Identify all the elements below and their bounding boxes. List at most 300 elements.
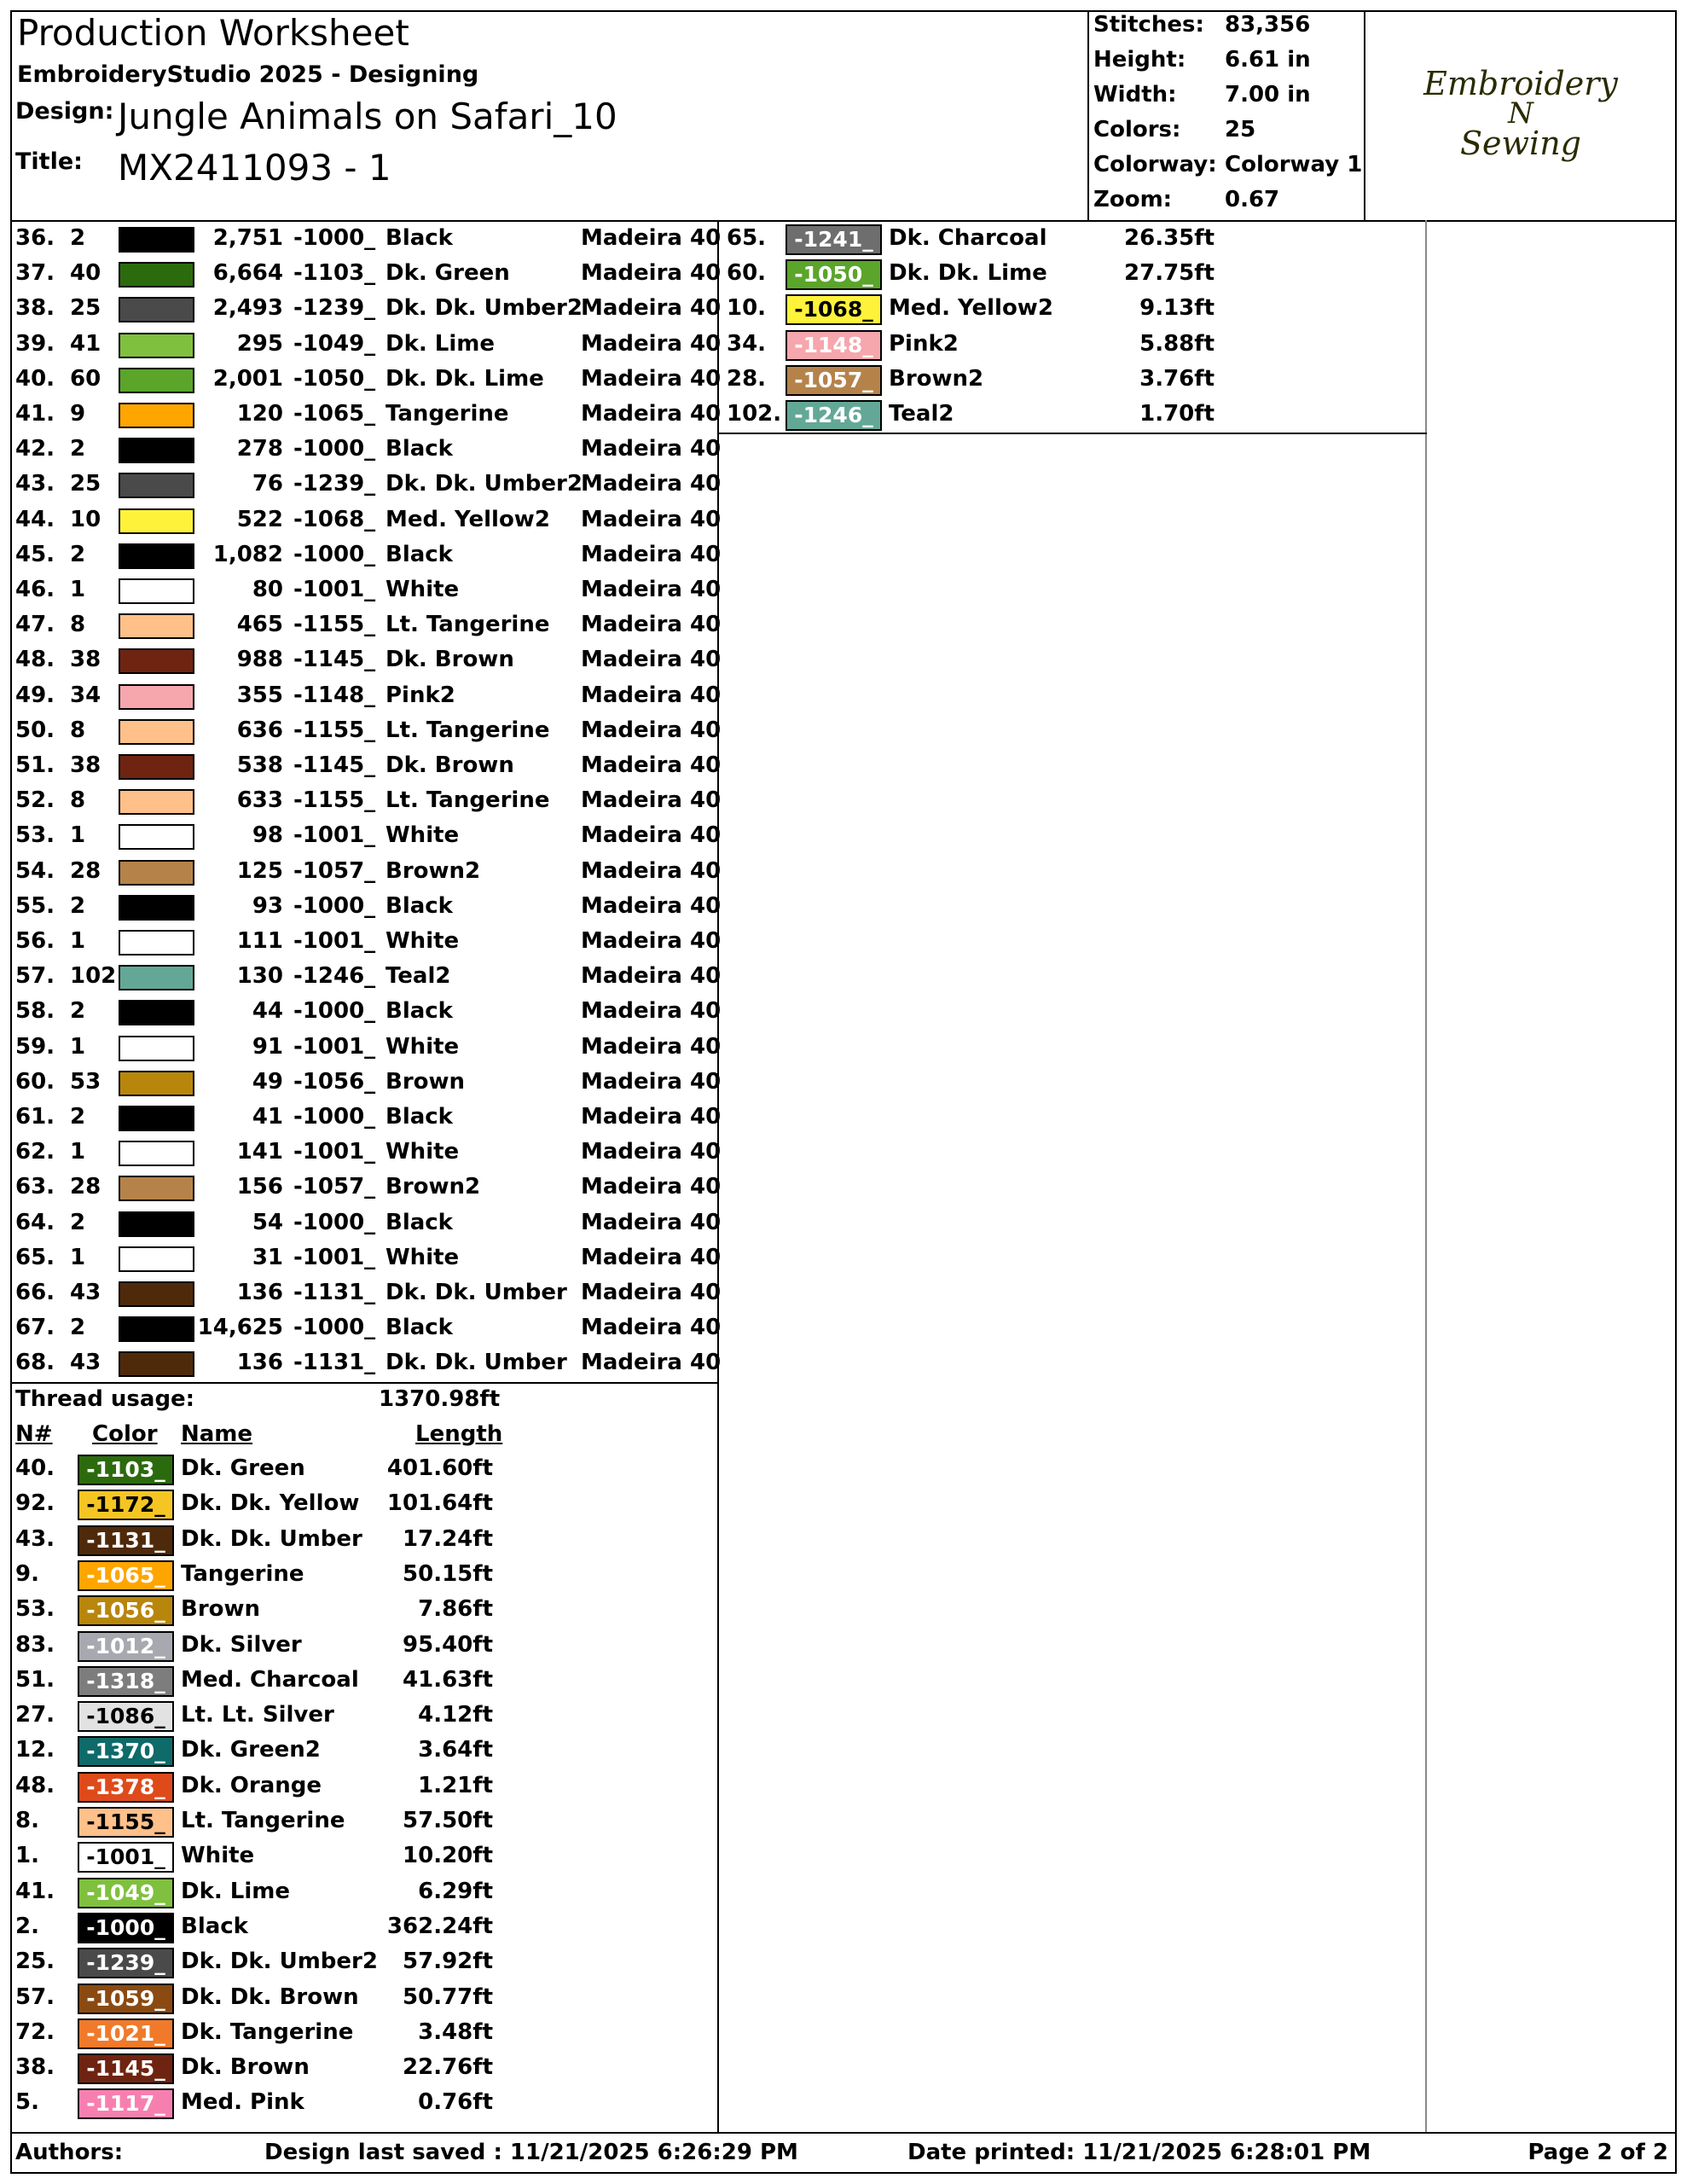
- stop-color-swatch: [119, 1246, 194, 1272]
- stop-color-swatch: [119, 473, 194, 498]
- stop-sequence: 42.: [15, 436, 55, 462]
- stop-thread-code: -1131_: [293, 1280, 376, 1305]
- usage-length: 1.70ft: [1139, 401, 1215, 427]
- stop-color-name: Dk. Dk. Umber2: [386, 295, 583, 322]
- stop-color-name: White: [386, 928, 460, 954]
- stop-thread-brand: Madeira 40: [581, 365, 722, 392]
- stop-thread-brand: Madeira 40: [581, 857, 722, 884]
- usage-color-chip: -1012_: [78, 1631, 174, 1662]
- stop-sequence: 48.: [15, 647, 55, 673]
- stop-thread-brand: Madeira 40: [581, 1280, 722, 1305]
- stop-sequence: 63.: [15, 1174, 55, 1200]
- stop-thread-number: 9: [70, 401, 86, 427]
- usage-color-chip: -1145_: [78, 2053, 174, 2084]
- stop-color-swatch: [119, 1176, 194, 1201]
- stop-stitch-count: 98: [252, 822, 283, 849]
- stop-color-swatch: [119, 860, 194, 886]
- stop-thread-brand: Madeira 40: [581, 682, 722, 708]
- usage-color-name: White: [181, 1843, 255, 1869]
- usage-length: 5.88ft: [1139, 330, 1215, 357]
- usage-thread-number: 48.: [15, 1772, 55, 1798]
- stop-stitch-count: 988: [236, 647, 283, 673]
- stop-color-name: Black: [386, 998, 453, 1025]
- stop-thread-number: 1: [70, 822, 86, 849]
- stop-thread-code: -1001_: [293, 822, 376, 849]
- usage-thread-number: 38.: [15, 2054, 55, 2081]
- stop-thread-number: 28: [70, 1174, 101, 1200]
- stop-sequence: 37.: [15, 260, 55, 287]
- stop-sequence: 68.: [15, 1350, 55, 1376]
- usage-length: 101.64ft: [386, 1490, 493, 1517]
- stop-thread-code: -1000_: [293, 1209, 376, 1235]
- stop-sequence: 51.: [15, 752, 55, 778]
- stop-color-name: White: [386, 1139, 460, 1165]
- stop-stitch-count: 80: [252, 577, 283, 602]
- stop-color-name: Dk. Brown: [386, 752, 514, 778]
- stop-color-swatch: [119, 789, 194, 815]
- stop-thread-number: 2: [70, 1104, 86, 1130]
- usage-color-name: Pink2: [889, 330, 959, 357]
- stop-color-swatch: [119, 1351, 194, 1377]
- usage-color-chip: -1172_: [78, 1490, 174, 1520]
- stop-thread-code: -1239_: [293, 471, 376, 497]
- stop-color-name: Lt. Tangerine: [386, 612, 550, 638]
- stop-thread-brand: Madeira 40: [581, 295, 722, 322]
- stat-value: 6.61 in: [1225, 47, 1311, 73]
- stop-color-swatch: [119, 930, 194, 956]
- stop-thread-number: 25: [70, 471, 101, 497]
- stop-color-swatch: [119, 895, 194, 921]
- usage-length: 57.92ft: [403, 1949, 493, 1975]
- design-label: Design:: [15, 98, 114, 125]
- stop-color-name: Dk. Dk. Umber: [386, 1280, 567, 1305]
- authors-label: Authors:: [15, 2140, 124, 2165]
- stop-color-name: Teal2: [386, 963, 451, 990]
- stop-thread-code: -1103_: [293, 260, 376, 287]
- stop-color-swatch: [119, 1071, 194, 1096]
- stop-color-name: Black: [386, 436, 453, 462]
- usage-color-chip: -1103_: [78, 1455, 174, 1485]
- stop-thread-number: 1: [70, 1033, 86, 1060]
- stop-thread-number: 2: [70, 1209, 86, 1235]
- stop-thread-code: -1001_: [293, 577, 376, 602]
- stop-color-name: Med. Yellow2: [386, 506, 550, 532]
- usage-thread-number: 72.: [15, 2018, 55, 2045]
- usage-length: 0.76ft: [418, 2089, 493, 2116]
- stop-thread-number: 53: [70, 1068, 101, 1095]
- stop-thread-brand: Madeira 40: [581, 1209, 722, 1235]
- stop-stitch-count: 636: [236, 717, 283, 743]
- stop-color-swatch: [119, 648, 194, 674]
- stop-stitch-count: 76: [252, 471, 283, 497]
- stop-thread-code: -1000_: [293, 541, 376, 567]
- stop-thread-number: 1: [70, 1244, 86, 1270]
- date-printed: Date printed: 11/21/2025 6:28:01 PM: [907, 2140, 1371, 2165]
- usage-thread-number: 25.: [15, 1949, 55, 1975]
- stop-thread-number: 1: [70, 577, 86, 602]
- stop-thread-brand: Madeira 40: [581, 1315, 722, 1341]
- stop-thread-code: -1050_: [293, 365, 376, 392]
- stop-color-name: Lt. Tangerine: [386, 787, 550, 814]
- stop-thread-brand: Madeira 40: [581, 928, 722, 954]
- stop-stitch-count: 136: [236, 1280, 283, 1305]
- stop-thread-brand: Madeira 40: [581, 1104, 722, 1130]
- stop-color-swatch: [119, 1106, 194, 1131]
- usage-header-length: Length: [415, 1421, 503, 1447]
- stop-thread-brand: Madeira 40: [581, 225, 722, 251]
- stop-color-name: Dk. Dk. Lime: [386, 365, 544, 392]
- stop-color-name: Brown: [386, 1068, 466, 1095]
- usage-color-name: Med. Pink: [181, 2089, 304, 2116]
- usage-color-chip: -1001_: [78, 1842, 174, 1873]
- stop-thread-number: 40: [70, 260, 101, 287]
- stop-thread-number: 8: [70, 612, 86, 638]
- stop-sequence: 40.: [15, 365, 55, 392]
- software-subtitle: EmbroideryStudio 2025 - Designing: [17, 61, 479, 88]
- usage-length: 41.63ft: [403, 1666, 493, 1693]
- stop-color-name: Pink2: [386, 682, 455, 708]
- stop-color-swatch: [119, 1281, 194, 1307]
- stop-color-swatch: [119, 684, 194, 710]
- stat-label: Zoom:: [1093, 187, 1173, 212]
- stop-sequence: 59.: [15, 1033, 55, 1060]
- usage-color-name: Dk. Silver: [181, 1631, 302, 1658]
- stop-sequence: 65.: [15, 1244, 55, 1270]
- stop-thread-code: -1000_: [293, 892, 376, 919]
- stop-sequence: 55.: [15, 892, 55, 919]
- stop-thread-code: -1000_: [293, 436, 376, 462]
- stop-thread-brand: Madeira 40: [581, 401, 722, 427]
- stat-value: Colorway 1: [1225, 152, 1363, 177]
- stop-thread-number: 1: [70, 1139, 86, 1165]
- stop-sequence: 43.: [15, 471, 55, 497]
- usage-color-chip: -1049_: [78, 1878, 174, 1908]
- stop-sequence: 45.: [15, 541, 55, 567]
- stop-color-swatch: [119, 368, 194, 393]
- stop-sequence: 66.: [15, 1280, 55, 1305]
- usage-header-n: N#: [15, 1421, 53, 1447]
- stat-label: Height:: [1093, 47, 1186, 73]
- stop-color-name: Black: [386, 892, 453, 919]
- usage-length: 17.24ft: [403, 1525, 493, 1552]
- usage-thread-number: 10.: [727, 295, 767, 322]
- usage-color-name: Black: [181, 1913, 248, 1939]
- stop-thread-brand: Madeira 40: [581, 541, 722, 567]
- page-number: Page 2 of 2: [1528, 2140, 1668, 2165]
- stop-thread-number: 2: [70, 436, 86, 462]
- usage-color-chip: -1086_: [78, 1701, 174, 1732]
- usage-length: 57.50ft: [403, 1808, 493, 1833]
- usage-length: 362.24ft: [386, 1913, 493, 1939]
- stop-sequence: 54.: [15, 857, 55, 884]
- stop-stitch-count: 633: [236, 787, 283, 814]
- usage-thread-number: 53.: [15, 1596, 55, 1623]
- usage-length: 50.15ft: [403, 1560, 493, 1587]
- usage-thread-number: 83.: [15, 1631, 55, 1658]
- stop-sequence: 46.: [15, 577, 55, 602]
- stop-thread-code: -1068_: [293, 506, 376, 532]
- usage-color-name: Teal2: [889, 401, 954, 427]
- stop-stitch-count: 120: [236, 401, 283, 427]
- usage-color-name: Lt. Lt. Silver: [181, 1702, 334, 1728]
- stop-thread-code: -1001_: [293, 1139, 376, 1165]
- usage-color-name: Dk. Green2: [181, 1737, 321, 1763]
- stop-thread-code: -1155_: [293, 787, 376, 814]
- stop-color-name: Brown2: [386, 857, 481, 884]
- stop-thread-number: 102: [70, 963, 117, 990]
- stop-sequence: 41.: [15, 401, 55, 427]
- stop-thread-code: -1239_: [293, 295, 376, 322]
- stop-thread-number: 2: [70, 1315, 86, 1341]
- stop-sequence: 44.: [15, 506, 55, 532]
- usage-color-name: Dk. Dk. Lime: [889, 260, 1047, 287]
- stop-color-swatch: [119, 578, 194, 604]
- usage-color-name: Dk. Orange: [181, 1772, 322, 1798]
- stop-thread-brand: Madeira 40: [581, 963, 722, 990]
- stop-stitch-count: 54: [252, 1209, 283, 1235]
- stop-stitch-count: 41: [252, 1104, 283, 1130]
- stop-color-name: Dk. Lime: [386, 330, 496, 357]
- usage-length: 4.12ft: [418, 1702, 493, 1728]
- usage-thread-number: 9.: [15, 1560, 39, 1587]
- usage-color-chip: -1059_: [78, 1984, 174, 2014]
- thread-usage-total: 1370.98ft: [379, 1386, 501, 1412]
- stop-sequence: 67.: [15, 1315, 55, 1341]
- stop-color-swatch: [119, 438, 194, 463]
- stop-thread-code: -1065_: [293, 401, 376, 427]
- usage-color-chip: -1246_: [786, 400, 882, 431]
- stop-thread-number: 34: [70, 682, 101, 708]
- usage-color-name: Dk. Brown: [181, 2054, 310, 2081]
- usage-color-chip: -1131_: [78, 1525, 174, 1556]
- usage-length: 3.48ft: [418, 2018, 493, 2045]
- usage-thread-number: 5.: [15, 2089, 39, 2116]
- stop-color-swatch: [119, 262, 194, 288]
- stop-stitch-count: 93: [252, 892, 283, 919]
- stat-label: Stitches:: [1093, 12, 1204, 38]
- stop-thread-brand: Madeira 40: [581, 330, 722, 357]
- stop-sequence: 62.: [15, 1139, 55, 1165]
- stop-thread-code: -1131_: [293, 1350, 376, 1376]
- stop-thread-brand: Madeira 40: [581, 1174, 722, 1200]
- usage-color-name: Dk. Dk. Umber2: [181, 1949, 378, 1975]
- stop-sequence: 60.: [15, 1068, 55, 1095]
- usage-thread-number: 102.: [727, 401, 782, 427]
- stop-thread-brand: Madeira 40: [581, 822, 722, 849]
- stop-thread-number: 38: [70, 647, 101, 673]
- stop-stitch-count: 1,082: [212, 541, 283, 567]
- last-saved: Design last saved : 11/21/2025 6:26:29 PM: [264, 2140, 798, 2165]
- usage-thread-number: 27.: [15, 1702, 55, 1728]
- stop-thread-code: -1155_: [293, 612, 376, 638]
- stop-sequence: 50.: [15, 717, 55, 743]
- stop-color-name: White: [386, 822, 460, 849]
- stop-thread-number: 2: [70, 225, 86, 251]
- stat-value: 0.67: [1225, 187, 1280, 212]
- usage-color-name: Brown: [181, 1596, 261, 1623]
- stop-stitch-count: 14,625: [197, 1315, 283, 1341]
- stop-stitch-count: 156: [236, 1174, 283, 1200]
- stop-sequence: 57.: [15, 963, 55, 990]
- stop-thread-number: 43: [70, 1280, 101, 1305]
- stop-stitch-count: 91: [252, 1033, 283, 1060]
- stop-thread-code: -1148_: [293, 682, 376, 708]
- stat-label: Colorway:: [1093, 152, 1217, 177]
- stop-thread-brand: Madeira 40: [581, 436, 722, 462]
- stop-thread-number: 2: [70, 892, 86, 919]
- usage-color-chip: -1155_: [78, 1807, 174, 1838]
- stop-sequence: 47.: [15, 612, 55, 638]
- usage-color-name: Dk. Tangerine: [181, 2018, 354, 2045]
- usage-color-name: Dk. Dk. Brown: [181, 1984, 359, 2010]
- usage-thread-number: 2.: [15, 1913, 39, 1939]
- stop-thread-brand: Madeira 40: [581, 1139, 722, 1165]
- usage-length: 7.86ft: [418, 1596, 493, 1623]
- stop-thread-code: -1000_: [293, 1104, 376, 1130]
- stop-color-name: White: [386, 1033, 460, 1060]
- stop-stitch-count: 49: [252, 1068, 283, 1095]
- stop-thread-code: -1001_: [293, 1244, 376, 1270]
- stop-color-name: Black: [386, 1209, 453, 1235]
- embroidery-n-sewing-logo: Embroidery N Sewing: [1423, 65, 1618, 162]
- stop-color-name: White: [386, 1244, 460, 1270]
- stop-color-name: Dk. Dk. Umber: [386, 1350, 567, 1376]
- stop-color-swatch: [119, 1036, 194, 1061]
- title-value: MX2411093 - 1: [118, 147, 391, 189]
- usage-color-name: Dk. Lime: [181, 1878, 291, 1904]
- stop-thread-code: -1049_: [293, 330, 376, 357]
- stop-thread-code: -1057_: [293, 1174, 376, 1200]
- usage-color-name: Brown2: [889, 365, 984, 392]
- stop-thread-code: -1000_: [293, 998, 376, 1025]
- usage-length: 26.35ft: [1124, 225, 1215, 251]
- usage-length: 50.77ft: [403, 1984, 493, 2010]
- stop-color-swatch: [119, 613, 194, 639]
- usage-thread-number: 57.: [15, 1984, 55, 2010]
- page-title: Production Worksheet: [17, 12, 409, 54]
- stop-thread-number: 10: [70, 506, 101, 532]
- stop-stitch-count: 44: [252, 998, 283, 1025]
- stop-thread-number: 43: [70, 1350, 101, 1376]
- usage-thread-number: 28.: [727, 365, 767, 392]
- stop-stitch-count: 522: [236, 506, 283, 532]
- stop-color-swatch: [119, 297, 194, 322]
- usage-thread-number: 43.: [15, 1525, 55, 1552]
- stop-color-name: White: [386, 577, 460, 602]
- stop-color-swatch: [119, 965, 194, 990]
- stop-thread-number: 2: [70, 541, 86, 567]
- stop-thread-brand: Madeira 40: [581, 1244, 722, 1270]
- stop-thread-brand: Madeira 40: [581, 1033, 722, 1060]
- usage-thread-number: 92.: [15, 1490, 55, 1517]
- usage-color-chip: -1378_: [78, 1772, 174, 1803]
- stop-stitch-count: 141: [236, 1139, 283, 1165]
- stop-thread-brand: Madeira 40: [581, 717, 722, 743]
- stop-color-name: Dk. Green: [386, 260, 510, 287]
- stop-stitch-count: 125: [236, 857, 283, 884]
- stop-thread-number: 28: [70, 857, 101, 884]
- usage-color-chip: -1068_: [786, 294, 882, 325]
- stop-color-swatch: [119, 1141, 194, 1166]
- usage-header-color: Color: [92, 1421, 158, 1447]
- stat-label: Width:: [1093, 82, 1177, 107]
- stop-color-name: Brown2: [386, 1174, 481, 1200]
- stop-thread-number: 25: [70, 295, 101, 322]
- stop-thread-brand: Madeira 40: [581, 506, 722, 532]
- stop-color-swatch: [119, 1316, 194, 1342]
- stop-stitch-count: 465: [236, 612, 283, 638]
- usage-color-chip: -1318_: [78, 1666, 174, 1697]
- usage-color-chip: -1057_: [786, 365, 882, 396]
- stop-thread-brand: Madeira 40: [581, 752, 722, 778]
- stop-thread-code: -1056_: [293, 1068, 376, 1095]
- usage-color-name: Dk. Dk. Umber: [181, 1525, 362, 1552]
- stop-sequence: 49.: [15, 682, 55, 708]
- stop-stitch-count: 2,751: [212, 225, 283, 251]
- stop-thread-code: -1145_: [293, 647, 376, 673]
- usage-header-name: Name: [181, 1421, 253, 1447]
- usage-thread-number: 1.: [15, 1843, 39, 1869]
- stop-stitch-count: 278: [236, 436, 283, 462]
- usage-color-chip: -1050_: [786, 259, 882, 290]
- usage-color-name: Med. Charcoal: [181, 1666, 359, 1693]
- stop-stitch-count: 111: [236, 928, 283, 954]
- usage-color-name: Tangerine: [181, 1560, 304, 1587]
- stop-thread-code: -1246_: [293, 963, 376, 990]
- usage-thread-number: 41.: [15, 1878, 55, 1904]
- stop-color-name: Lt. Tangerine: [386, 717, 550, 743]
- usage-color-chip: -1370_: [78, 1736, 174, 1767]
- usage-color-chip: -1021_: [78, 2018, 174, 2049]
- stat-value: 83,356: [1225, 12, 1311, 38]
- stop-thread-brand: Madeira 40: [581, 577, 722, 602]
- stop-color-name: Black: [386, 225, 453, 251]
- stop-sequence: 53.: [15, 822, 55, 849]
- stop-thread-brand: Madeira 40: [581, 787, 722, 814]
- usage-thread-number: 65.: [727, 225, 767, 251]
- usage-length: 22.76ft: [403, 2054, 493, 2081]
- stop-sequence: 39.: [15, 330, 55, 357]
- usage-color-name: Med. Yellow2: [889, 295, 1053, 322]
- usage-color-chip: -1239_: [78, 1948, 174, 1978]
- usage-color-name: Dk. Dk. Yellow: [181, 1490, 360, 1517]
- stop-stitch-count: 31: [252, 1244, 283, 1270]
- usage-length: 10.20ft: [403, 1843, 493, 1869]
- stop-color-name: Dk. Brown: [386, 647, 514, 673]
- stop-stitch-count: 355: [236, 682, 283, 708]
- design-name: Jungle Animals on Safari_10: [118, 96, 617, 137]
- stop-color-swatch: [119, 754, 194, 780]
- stop-sequence: 52.: [15, 787, 55, 814]
- stop-color-name: Black: [386, 1104, 453, 1130]
- stop-color-name: Dk. Dk. Umber2: [386, 471, 583, 497]
- usage-thread-number: 8.: [15, 1808, 39, 1833]
- usage-thread-number: 60.: [727, 260, 767, 287]
- stop-stitch-count: 538: [236, 752, 283, 778]
- usage-color-chip: -1148_: [786, 330, 882, 361]
- stat-value: 7.00 in: [1225, 82, 1311, 107]
- stop-stitch-count: 136: [236, 1350, 283, 1376]
- title-label: Title:: [15, 148, 83, 175]
- thread-usage-label: Thread usage:: [15, 1386, 195, 1412]
- stop-color-swatch: [119, 508, 194, 534]
- stop-sequence: 56.: [15, 928, 55, 954]
- usage-thread-number: 12.: [15, 1737, 55, 1763]
- stop-sequence: 36.: [15, 225, 55, 251]
- stop-thread-code: -1001_: [293, 928, 376, 954]
- stop-stitch-count: 295: [236, 330, 283, 357]
- usage-length: 401.60ft: [386, 1455, 493, 1481]
